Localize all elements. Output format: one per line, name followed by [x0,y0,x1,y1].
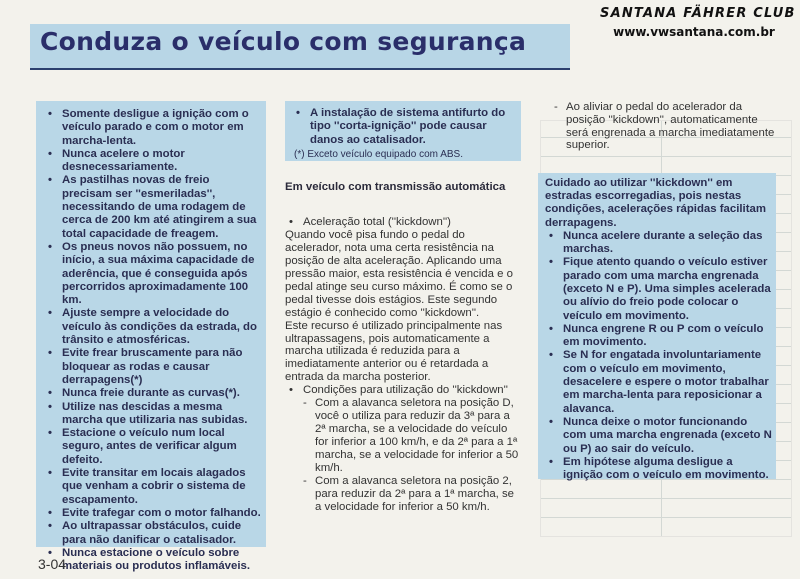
list-item: • Em hipótese alguma desligue a ignição com o veículo em movimento. [545,456,773,483]
safety-tips-list [44,108,262,573]
list-item: • As pastilhas novas de freio precisam ser ''esmeriladas'', necessitando de uma rodagem de cerca de 200 km até atingirem a sua total capacidade de freagem. [44,174,262,240]
dash-item: - Com a alavanca seletora na posição 2, para reduzir da 2ª para a 1ª marcha, se a velocidade for inferior a 50 km/h. [301,475,521,514]
list-item: • Ajuste sempre a velocidade do veículo às condições da estrada, do trânsito e atmosféricas. [44,307,262,347]
page-title: Conduza o veículo com segurança [40,27,527,56]
kickdown-label: • Aceleração total (''kickdown'') [285,216,521,229]
kickdown-description [285,216,521,514]
list-item: • Nunca deixe o motor funcionando com uma marcha engrenada (exceto N ou P) ao sair do veículo. [545,416,773,456]
list-item: • Se N for engatada involuntariamente com o veículo em movimento, desacelere e espere o motor trabalhar em marcha-lenta para reposicionar a alavanca. [545,349,773,415]
kickdown-release-note [552,101,776,152]
list-item: • Fique atento quando o veículo estiver parado com uma marcha engrenada (exceto N e P). Uma simples acelerada ou alívio do freio pode colocar o veículo em movimento. [545,256,773,322]
list-item: • Nunca estacione o veículo sobre materiais ou produtos inflamáveis. [44,547,262,574]
list-item: • Evite frear bruscamente para não bloquear as rodas e causar derrapagens(*) [44,347,262,387]
list-item: • Nunca acelere durante a seleção das marchas. [545,230,773,257]
list-item: • Utilize nas descidas a mesma marcha que utilizaria nas subidas. [44,401,262,428]
catalyst-warning [292,107,514,161]
list-item: • Os pneus novos não possuem, no início, a sua máxima capacidade de aderência, que é conseguida após percorridos aproximadamente 100 km. [44,241,262,307]
list-item: • Estacione o veículo num local seguro, antes de verificar algum defeito. [44,427,262,467]
list-item: • Evite transitar em locais alagados que venham a cobrir o sistema de escapamento. [44,467,262,507]
list-item: • Evite trafegar com o motor falhando. [44,507,262,520]
club-watermark: SANTANA FÄHRER CLUB [600,6,796,21]
club-url: www.vwsantana.com.br [613,25,775,39]
dash-item: - Ao aliviar o pedal do acelerador da posição ''kickdown'', automaticamente será engrenada a marcha imediatamente superior. [552,101,776,152]
paragraph: Quando você pisa fundo o pedal do acelerador, nota uma certa resistência na posição de alta aceleração. Aplicando uma pressão maior, esta resistência é vencida e o pedal atinge seu curso máximo. É como se o pedal tivesse dois estágios. Este segundo estágio é conhecido como ''kickdown''. [285,229,513,319]
list-item: • Nunca engrene R ou P com o veículo em movimento. [545,323,773,350]
list-item: • Somente desligue a ignição com o veículo parado e com o motor em marcha-lenta. [44,108,262,148]
list-item: • Nunca acelere o motor desnecessariamente. [44,148,262,175]
kickdown-caution [545,177,773,482]
list-item: • A instalação de sistema antifurto do tipo ''corta-ignição'' pode causar danos ao catalisador. [292,107,514,147]
conditions-label: • Condições para utilização do ''kickdown'' [285,384,521,397]
caution-intro: Cuidado ao utilizar ''kickdown'' em estradas escorregadias, pois nestas condições, acelerações rápidas facilitam derrapagens. [545,177,766,229]
section-heading: Em veículo com transmissão automática [285,181,506,193]
list-item: • Nunca freie durante as curvas(*). [44,387,262,400]
list-item: • Ao ultrapassar obstáculos, cuide para não danificar o catalisador. [44,520,262,547]
page-number: 3-04 [38,556,67,572]
abs-footnote: (*) Exceto veículo equipado com ABS. [294,148,463,160]
paragraph: Este recurso é utilizado principalmente nas ultrapassagens, pois automaticamente a marcha utilizada é reduzida para a imediatamente anterior ou é retardada a entrada da marcha posterior. [285,319,503,384]
dash-item: - Com a alavanca seletora na posição D, você o utiliza para reduzir da 3ª para a 2ª marcha, se a velocidade do veículo for inferior a 100 km/h, e da 2ª para a 1ª marcha, se a velocidade for inferior a 50 km/h. [301,397,521,474]
